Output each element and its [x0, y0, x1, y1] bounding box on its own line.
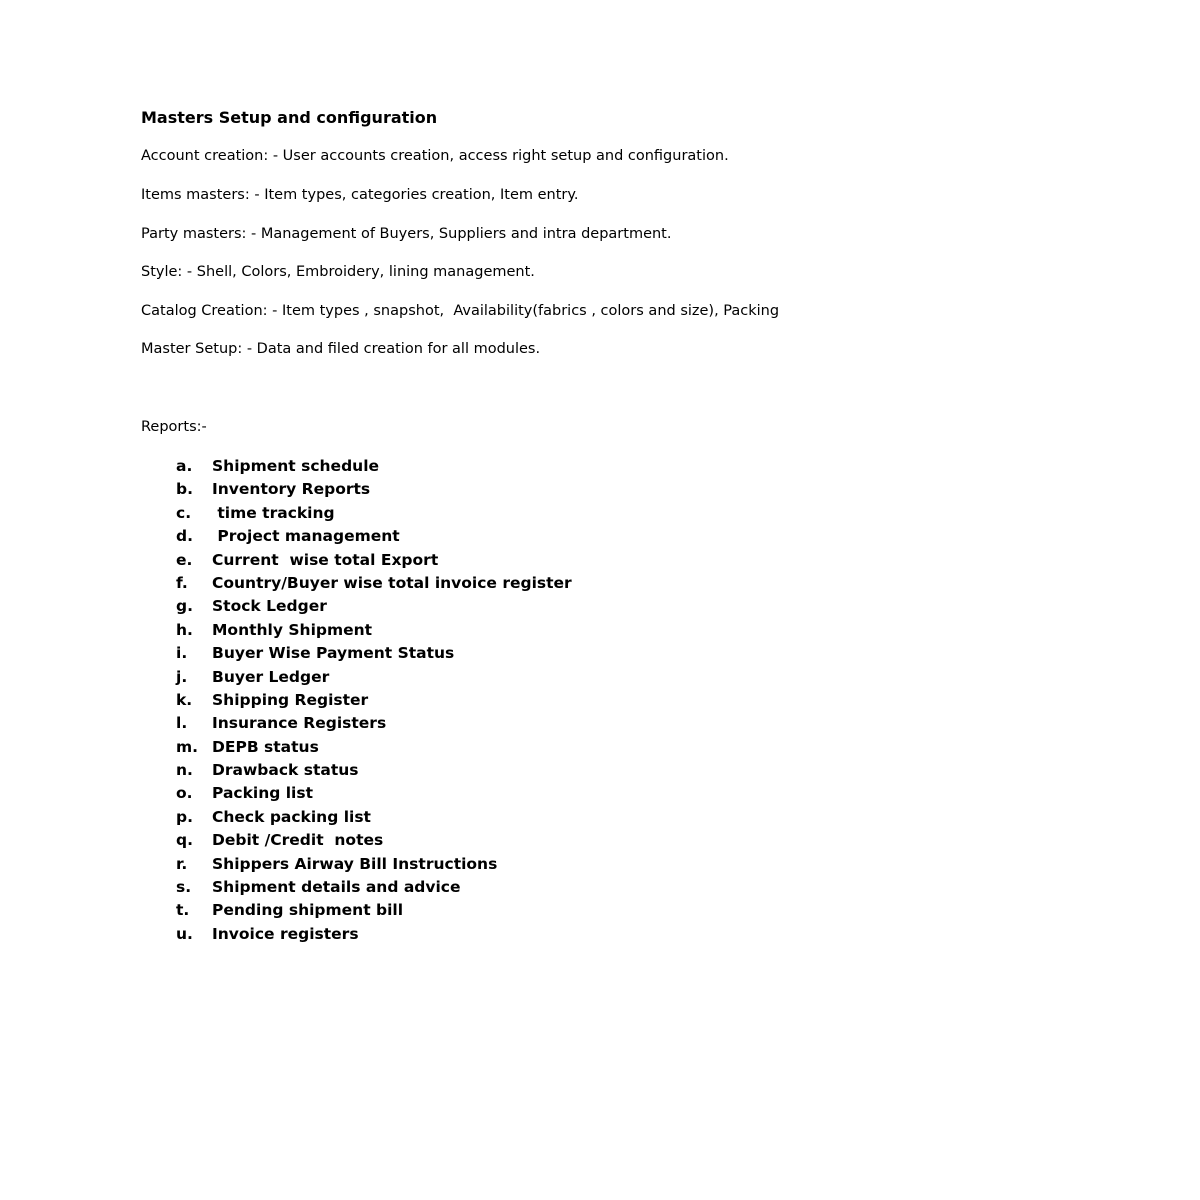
list-item-letter: p.: [176, 807, 193, 826]
list-item-letter: a.: [176, 457, 193, 475]
list-item-letter: n.: [176, 761, 193, 780]
list-item-letter: d.: [176, 527, 193, 546]
list-item: [176, 502, 572, 525]
list-item: [176, 829, 572, 852]
list-item-text: Invoice registers: [212, 924, 359, 943]
list-item-letter: o.: [176, 784, 193, 803]
list-item-letter: k.: [176, 690, 193, 709]
list-item-letter: r.: [176, 854, 188, 873]
document-heading: Masters Setup and configuration: [141, 108, 438, 127]
list-item-letter: e.: [176, 550, 193, 569]
list-item: [176, 806, 572, 829]
list-item-letter: m.: [176, 737, 199, 756]
list-item: [176, 923, 572, 946]
list-item-letter: g.: [176, 597, 193, 616]
list-item: [176, 595, 572, 618]
list-item-letter: j.: [176, 667, 188, 686]
list-item: [176, 549, 572, 572]
list-item: [176, 689, 572, 712]
list-item: [176, 619, 572, 642]
list-item-text: Country/Buyer wise total invoice register: [212, 573, 572, 592]
list-item-letter: i.: [176, 644, 188, 663]
list-item-letter: q.: [176, 831, 193, 850]
list-item-text: Insurance Registers: [212, 714, 387, 733]
reports-list: [176, 455, 572, 946]
list-item-letter: t.: [176, 901, 190, 920]
list-item: [176, 572, 572, 595]
list-item: [176, 525, 572, 548]
list-item-text: Buyer Ledger: [212, 667, 330, 686]
list-item-letter: b.: [176, 480, 193, 499]
list-item-text: Stock Ledger: [212, 597, 327, 616]
list-item-text: Shipping Register: [212, 690, 369, 709]
list-item-text: Drawback status: [212, 761, 359, 780]
list-item-text: Current wise total Export: [212, 550, 439, 569]
list-item: [176, 478, 572, 501]
paragraph-account-creation: Account creation: - User accounts creation, access right setup and configuration.: [141, 148, 729, 164]
list-item-letter: u.: [176, 924, 193, 943]
list-item-text: Packing list: [212, 784, 313, 803]
list-item: [176, 666, 572, 689]
list-item: [176, 736, 572, 759]
list-item-letter: f.: [176, 573, 188, 592]
paragraph-style: Style: - Shell, Colors, Embroidery, lining management.: [141, 264, 535, 280]
list-item: [176, 876, 572, 899]
list-item-text: time tracking: [212, 503, 335, 522]
paragraph-master-setup: Master Setup: - Data and filed creation for all modules.: [141, 341, 541, 357]
list-item-text: Shipment schedule: [212, 457, 380, 475]
list-item-letter: l.: [176, 714, 188, 733]
list-item-text: DEPB status: [212, 737, 319, 756]
list-item-letter: h.: [176, 620, 193, 639]
paragraph-catalog-creation: Catalog Creation: - Item types , snapshot, Availability(fabrics , colors and size), Packing: [141, 303, 780, 319]
list-item-text: Monthly Shipment: [212, 620, 373, 639]
list-item-letter: s.: [176, 878, 192, 897]
list-item-text: Shipment details and advice: [212, 878, 461, 897]
list-item: [176, 759, 572, 782]
list-item-text: Buyer Wise Payment Status: [212, 644, 455, 663]
paragraph-party-masters: Party masters: - Management of Buyers, Suppliers and intra department.: [141, 226, 672, 242]
list-item-text: Check packing list: [212, 807, 371, 826]
list-item: [176, 712, 572, 735]
list-item-text: Inventory Reports: [212, 480, 371, 499]
list-item: [176, 642, 572, 665]
list-item-text: Pending shipment bill: [212, 901, 404, 920]
list-item: [176, 853, 572, 876]
list-item: [176, 455, 572, 478]
list-item-text: Shippers Airway Bill Instructions: [212, 854, 498, 873]
list-item-letter: c.: [176, 503, 192, 522]
list-item-text: Debit /Credit notes: [212, 831, 384, 850]
list-item: [176, 782, 572, 805]
reports-label: Reports:-: [141, 419, 207, 435]
list-item-text: Project management: [212, 527, 400, 546]
paragraph-items-masters: Items masters: - Item types, categories creation, Item entry.: [141, 187, 579, 203]
list-item: [176, 899, 572, 922]
